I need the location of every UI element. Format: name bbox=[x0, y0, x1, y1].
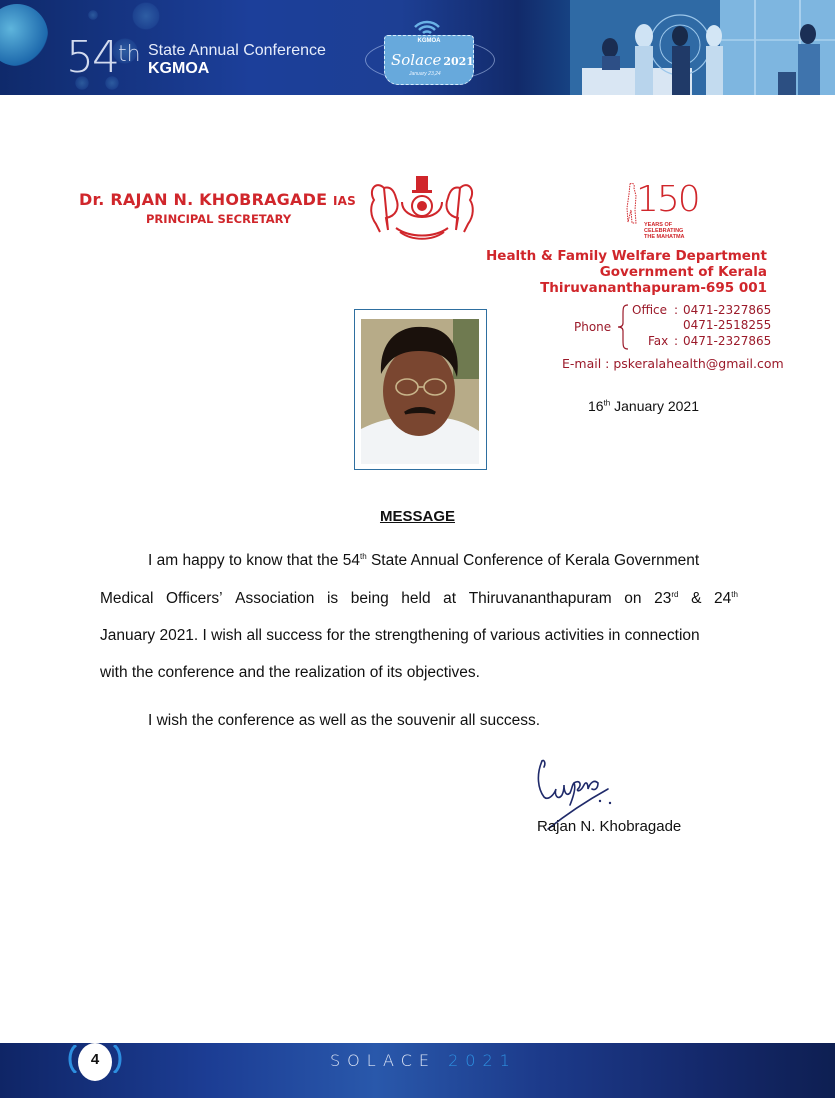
logo-name-text: Solace bbox=[391, 51, 442, 69]
logo-name bbox=[391, 51, 474, 69]
message-word: at bbox=[443, 590, 457, 607]
fax-number[interactable]: 0471-2327865 bbox=[683, 334, 772, 348]
second-phone-number[interactable]: 0471-2518255 bbox=[683, 318, 772, 332]
date-month-year: January 2021 bbox=[614, 398, 699, 414]
wifi-icon bbox=[412, 18, 442, 36]
message-word: Thiruvananthapuram bbox=[468, 590, 612, 607]
government-name: Government of Kerala bbox=[599, 264, 767, 280]
letter-date bbox=[588, 398, 699, 414]
office-phone-label: Office bbox=[632, 303, 668, 317]
fax-label: Fax bbox=[648, 334, 669, 348]
portrait-frame bbox=[354, 309, 487, 470]
official-designation: PRINCIPAL SECRETARY bbox=[146, 212, 292, 226]
footer-title bbox=[330, 1051, 517, 1070]
office-address: Thiruvananthapuram-695 001 bbox=[540, 280, 767, 296]
message-line: January 2021. I wish all success for the strengthening of various activities in connection bbox=[100, 627, 700, 644]
page-number: 4 bbox=[90, 1051, 100, 1068]
ordinal-suffix: th bbox=[359, 551, 367, 561]
date-suffix: th bbox=[603, 398, 611, 408]
colon: : bbox=[674, 303, 679, 317]
message-line: I wish the conference as well as the souvenir all success. bbox=[148, 712, 540, 729]
gandhi-150-logo bbox=[626, 180, 700, 246]
official-name-suffix: IAS bbox=[332, 194, 356, 208]
edition-number: 54 bbox=[66, 32, 118, 83]
portrait-photo bbox=[361, 319, 479, 464]
signer-name: Rajan N. Khobragade bbox=[537, 818, 682, 835]
logo-number: 150 bbox=[636, 179, 699, 220]
official-name-text: Dr. RAJAN N. KHOBRAGADE bbox=[79, 190, 328, 209]
kerala-emblem bbox=[366, 172, 478, 242]
message-word: Officers’ bbox=[166, 590, 223, 607]
ampersand: & bbox=[691, 590, 702, 607]
logo-caption: YEARS OF CELEBRATING THE MAHATMA bbox=[644, 222, 685, 240]
footer-bar bbox=[0, 1043, 835, 1098]
phone-label: Phone bbox=[574, 320, 612, 334]
ordinal-suffix: rd bbox=[671, 589, 679, 599]
organization-name: KGMOA bbox=[148, 60, 210, 77]
portrait-image bbox=[361, 319, 479, 464]
airport-scene-illustration bbox=[570, 0, 835, 95]
solace-logo bbox=[384, 35, 474, 85]
virus-graphic bbox=[0, 4, 48, 66]
message-heading-row bbox=[0, 508, 835, 526]
date-number: 24 bbox=[714, 590, 732, 607]
footer-year: 2021 bbox=[448, 1051, 517, 1070]
date-number: 23 bbox=[654, 590, 672, 607]
ordinal-suffix: th bbox=[731, 589, 738, 599]
virus-graphic bbox=[132, 2, 160, 30]
message-date-first bbox=[654, 590, 678, 608]
message-word: on bbox=[624, 590, 642, 607]
message-line: with the conference and the realization of its objectives. bbox=[100, 664, 480, 681]
message-word: Association bbox=[235, 590, 315, 607]
email-address[interactable]: E-mail : pskeralahealth@gmail.com bbox=[562, 356, 784, 371]
message-word: is bbox=[326, 590, 339, 607]
message-line bbox=[148, 552, 738, 570]
logo-year: 2021 bbox=[443, 55, 474, 68]
official-name bbox=[79, 190, 356, 209]
message-date-second bbox=[714, 590, 738, 608]
message-word: being bbox=[350, 590, 389, 607]
colon: : bbox=[674, 334, 679, 348]
message-heading: MESSAGE bbox=[379, 508, 455, 525]
edition-suffix: th bbox=[118, 42, 141, 67]
department-name: Health & Family Welfare Department bbox=[485, 248, 767, 264]
footer-title-text: SOLACE bbox=[330, 1051, 436, 1070]
conference-label: State Annual Conference bbox=[148, 42, 326, 59]
brace-symbol bbox=[617, 304, 629, 350]
header-banner bbox=[0, 0, 835, 95]
logo-date: January 23,24 bbox=[409, 71, 441, 77]
message-word: held bbox=[401, 590, 431, 607]
virus-graphic bbox=[88, 10, 98, 20]
logo-top-text: KGMOA bbox=[417, 38, 441, 44]
message-text: State Annual Conference of Kerala Government bbox=[366, 552, 700, 569]
message-word: Medical bbox=[100, 590, 154, 607]
date-day: 16 bbox=[588, 398, 604, 414]
office-phone-number[interactable]: 0471-2327865 bbox=[683, 303, 772, 317]
message-line bbox=[100, 590, 738, 608]
message-text: I am happy to know that the 54 bbox=[148, 552, 360, 569]
